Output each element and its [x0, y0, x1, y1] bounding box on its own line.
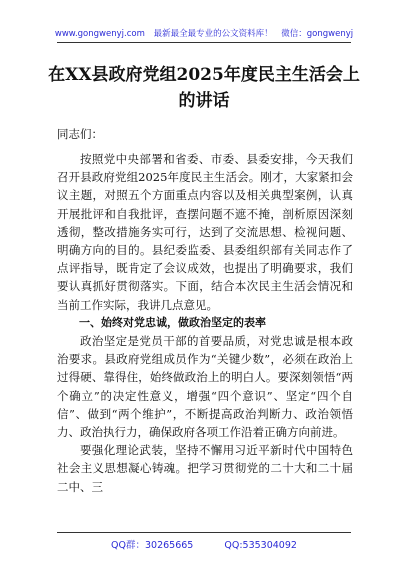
- salutation: 同志们：: [57, 127, 103, 141]
- page-header: [0, 27, 408, 39]
- page-footer: [0, 537, 408, 551]
- paragraph-political: 政治坚定是党员干部的首要品质，对党忠诚是根本政治要求。县政府党组成员作为“关键少数”，必须在政治上过得硬、靠得住，始终做政治上的明白人。要深刻领悟“两个确立”的决定性意义，增强“四个意识”、坚定“四个自信”、做到“两个维护”，不断提高政治判断力、政治领悟力、政治执行力，确保政府各项工作沿着正确方向前进。: [57, 334, 353, 440]
- header-site-link[interactable]: www.gongwenyj.com: [54, 29, 145, 39]
- document-title: 在XX县政府党组2025年度民主生活会上的讲话: [48, 65, 360, 111]
- footer-divider: [57, 532, 351, 533]
- paragraph-theory: 要强化理论武装，坚持不懈用习近平新时代中国特色社会主义思想凝心铸魂。把学习贯彻党的二十大和二十届二中、三: [57, 443, 353, 494]
- footer-qq-group: QQ群：30265665: [111, 540, 194, 551]
- footer-qq: QQ:535304092: [224, 540, 297, 551]
- document-body: [57, 150, 353, 496]
- paragraph-intro: 按照党中央部署和省委、市委、县委安排，今天我们召开县政府党组2025年度民主生活会。刚才，大家紧扣会议主题，对照五个方面重点内容以及相关典型案例，认真开展批评和自我批评，查摆问题不遮不掩，剖析原因深刻透彻，整改措施务实可行，达到了交流思想、检视问题、明确方向的目的。县纪委监委、县委组织部有关同志作了点评指导，既肯定了会议成效，也提出了明确要求，我们要认真抓好贯彻落实。下面，结合本次民主生活会情况和当前工作实际，我讲几点意见。: [57, 152, 353, 312]
- header-divider: [57, 42, 351, 43]
- header-slogan: 最新最全最专业的公文资料库！: [153, 29, 273, 39]
- section-heading-1: 一、始终对党忠诚，做政治坚定的表率: [79, 315, 266, 329]
- header-wechat: 微信：gongwenyj: [281, 29, 354, 39]
